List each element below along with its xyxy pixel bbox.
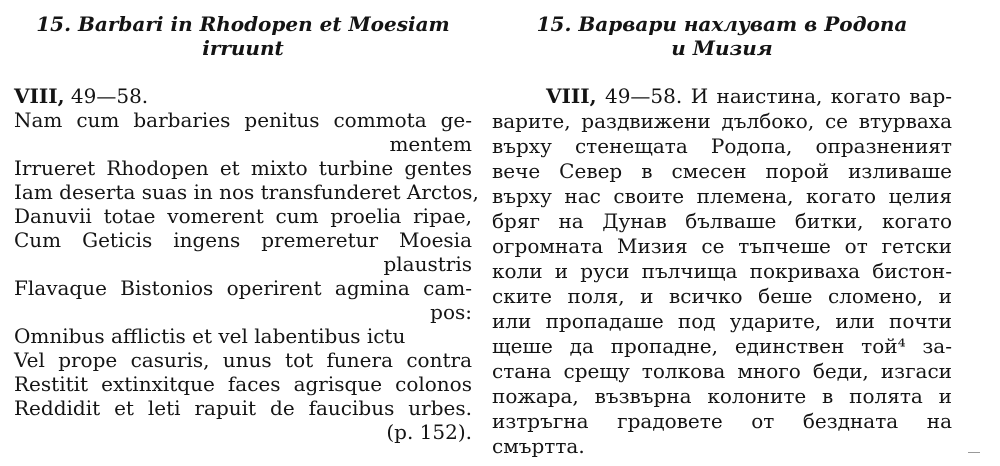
bulgarian-reference-range: 49—58. <box>604 84 683 108</box>
latin-verse-6-continuation: pos: <box>430 300 472 324</box>
latin-verse-7: Omnibus afflictis et vel labentibus ictu <box>14 324 406 348</box>
bulgarian-reference-book: VIII, <box>546 84 597 108</box>
latin-page-reference: (p. 152). <box>386 420 472 444</box>
latin-reference <box>14 84 472 108</box>
bulgarian-title-line-2: и Мизия <box>671 36 773 60</box>
latin-verse-8: Vel prope casuris, unus tot funera contra <box>14 348 472 372</box>
bulgarian-column <box>492 12 952 459</box>
latin-verse-3: Iam deserta suas in nos transfunderet Arctos, <box>14 180 479 204</box>
latin-verse-4: Danuvii totae vomerent cum proelia ripae, <box>14 204 472 228</box>
latin-verse-1: Nam cum barbaries penitus commota ge- <box>14 108 472 132</box>
bulgarian-line-6: бряг на Дунав бълваше битки, когато <box>492 209 952 233</box>
latin-verse-9: Restitit extinxitque faces agrisque colonos <box>14 372 472 396</box>
page-edge-mark <box>968 452 980 463</box>
bulgarian-line-15: смъртта. <box>492 434 585 458</box>
latin-verse-1-continuation: mentem <box>389 132 472 156</box>
bulgarian-line-14: изтръгна градовете от бездната на <box>492 409 952 433</box>
bulgarian-paragraph <box>492 84 952 459</box>
bulgarian-line-12: стана срещу толкова много беди, изгаси <box>492 359 952 383</box>
bulgarian-line-8: коли и руси пълчища покриваха бистон- <box>492 259 952 283</box>
latin-verse-10: Reddidit et leti rapuit de faucibus urbes. <box>14 396 472 420</box>
latin-verse-5-continuation: plaustris <box>383 252 472 276</box>
latin-verse-5: Cum Geticis ingens premeretur Moesia <box>14 228 472 252</box>
latin-title-line-1: 15. Barbari in Rhodopen et Moesiam <box>36 12 450 36</box>
bulgarian-line-11: щеше да пропадне, единствен той⁴ за- <box>492 334 952 358</box>
bulgarian-title <box>492 12 952 84</box>
bulgarian-line-10: или пропадаше под ударите, или почти <box>492 309 952 333</box>
bulgarian-line-4: вече Север в смесен порой изливаше <box>492 159 952 183</box>
latin-verse-6: Flavaque Bistonios operirent agmina cam- <box>14 276 472 300</box>
latin-title-line-2: irruunt <box>202 36 284 60</box>
bulgarian-line-9: ските поля, и всичко беше сломено, и <box>492 284 952 308</box>
latin-reference-book: VIII, <box>14 84 65 108</box>
bulgarian-line-2: варите, раздвижени дълбоко, се втурваха <box>492 109 952 133</box>
latin-verse-2: Irrueret Rhodopen et mixto turbine gentes <box>14 156 472 180</box>
bulgarian-line-3: върху стенещата Родопа, опразненият <box>492 134 952 158</box>
bulgarian-line-13: пожара, възвърна колоните в полята и <box>492 384 952 408</box>
latin-reference-range: 49—58. <box>70 84 149 108</box>
bulgarian-line-1-text: И наистина, когато вар- <box>690 84 952 108</box>
latin-column <box>14 12 479 444</box>
bulgarian-title-line-1: 15. Варвари нахлуват в Родопа <box>536 12 908 36</box>
bulgarian-line-1 <box>492 84 952 109</box>
bulgarian-line-5: върху нас своите племена, когато целия <box>492 184 952 208</box>
latin-verses <box>14 108 479 444</box>
bulgarian-line-7: огромната Мизия се тъпчеше от гетски <box>492 234 952 258</box>
latin-title <box>14 12 472 84</box>
